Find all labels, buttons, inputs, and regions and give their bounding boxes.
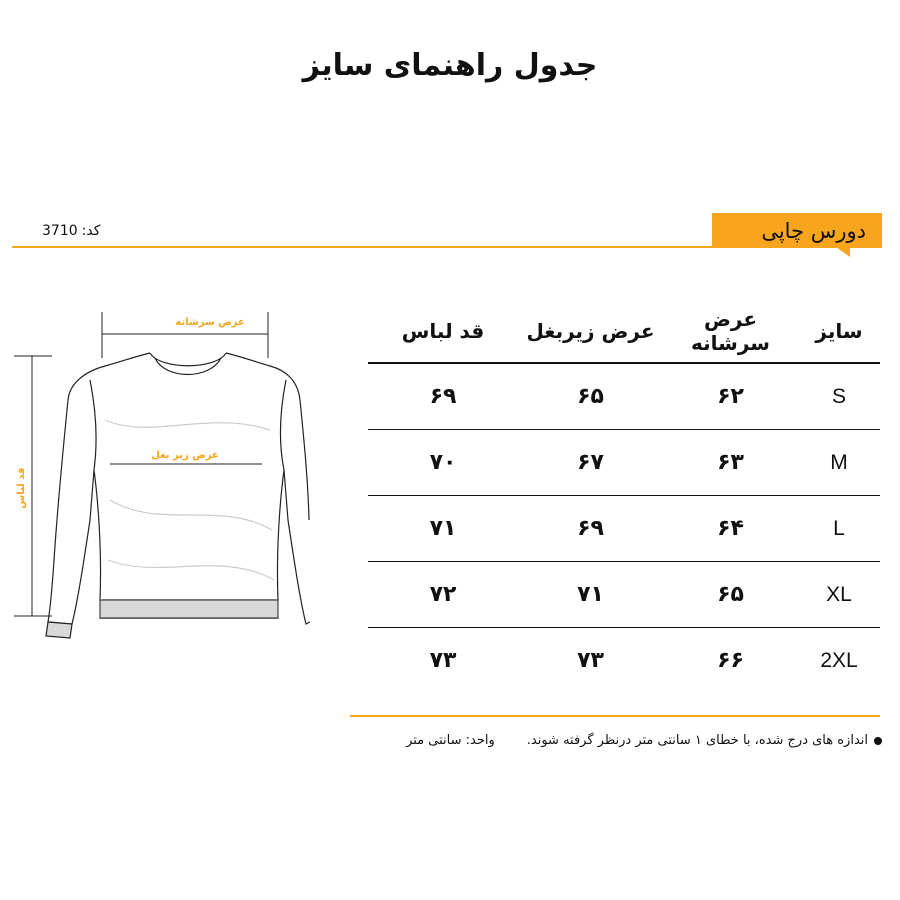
length-cell: ۶۹ — [429, 384, 457, 409]
note-text: اندازه های درج شده، با خطای ۱ سانتی متر درنظر گرفته شوند. — [526, 733, 868, 748]
shoulder-cell: ۶۴ — [717, 516, 744, 541]
sweater-illustration — [10, 300, 310, 660]
size-table — [368, 300, 880, 693]
length-cell: ۷۲ — [429, 582, 457, 607]
length-cell: ۷۰ — [429, 450, 457, 475]
header-shoulder: عرض سرشانه — [691, 307, 770, 355]
product-name: دورس چاپی — [761, 219, 866, 243]
length-cell: ۷۳ — [429, 648, 457, 673]
sweater-diagram — [10, 300, 310, 660]
shoulder-cell: ۶۵ — [717, 582, 744, 607]
table-row — [368, 562, 880, 628]
length-cell: ۷۱ — [429, 516, 457, 541]
sweater-hem — [100, 600, 278, 618]
chest-cell: ۷۳ — [577, 648, 604, 673]
measurement-note — [362, 733, 882, 748]
product-code-value: 3710 — [42, 223, 78, 239]
product-code-label: کد: — [81, 223, 101, 239]
shoulder-cell: ۶۲ — [717, 384, 744, 409]
unit-text: واحد: سانتی متر — [406, 733, 495, 748]
product-tab-tail — [836, 247, 850, 257]
chest-cell: ۶۵ — [577, 384, 604, 409]
table-header-row — [368, 300, 880, 364]
chest-cell: ۶۹ — [577, 516, 604, 541]
footer-divider — [350, 715, 880, 717]
header-length: قد لباس — [401, 319, 485, 343]
shoulder-cell: ۶۶ — [717, 648, 744, 673]
table-row — [368, 430, 880, 496]
length-dimension-label: قد لباس — [16, 467, 27, 509]
header-chest: عرض زیربغل — [526, 319, 655, 343]
chest-cell: ۶۷ — [577, 450, 604, 475]
product-name-tab — [712, 213, 882, 248]
size-cell: 2XL — [820, 648, 858, 672]
size-cell: XL — [826, 582, 852, 606]
header-size: سایز — [815, 319, 863, 343]
product-code — [38, 223, 100, 239]
shoulder-cell: ۶۳ — [717, 450, 744, 475]
shoulder-dimension-label: عرض سرشانه — [175, 317, 245, 328]
table-row — [368, 496, 880, 562]
page-title: جدول راهنمای سایز — [302, 48, 598, 83]
size-cell: S — [831, 384, 846, 408]
chest-cell: ۷۱ — [577, 582, 604, 607]
table-row — [368, 364, 880, 430]
size-cell: M — [830, 450, 848, 474]
chest-dimension-label: عرض زیر بغل — [151, 450, 219, 461]
sweater-outline — [46, 353, 310, 638]
bullet-icon — [874, 737, 882, 745]
table-row — [368, 628, 880, 693]
size-cell: L — [833, 516, 845, 540]
